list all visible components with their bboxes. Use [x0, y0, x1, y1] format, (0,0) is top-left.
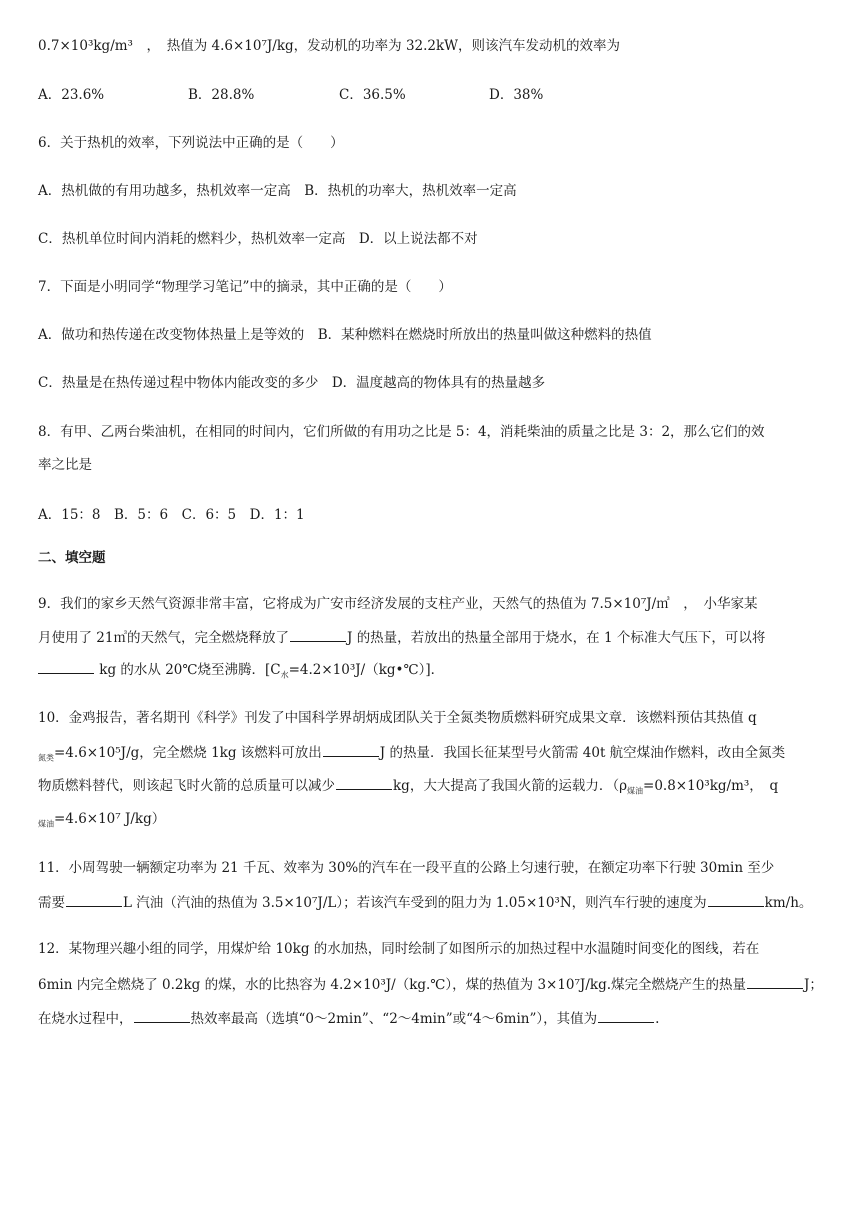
q10-subscript-kerosene-1: 煤油 — [627, 786, 644, 796]
q5-option-b: B．28.8% — [188, 87, 255, 103]
q9-answer-blank-1[interactable] — [290, 627, 346, 642]
q10-subscript-nitrogen: 氮类 — [38, 753, 54, 763]
q9-subscript-water: 水 — [280, 670, 289, 680]
q7-options-cd: C．热量是在热传递过程中物体内能改变的多少 D．温度越高的物体具有的热量越多 — [38, 375, 546, 391]
q5-continuation: 0.7×10³kg/m³ ， 热值为 4.6×10⁷J/kg，发动机的功率为 32.2kW，则该汽车发动机的效率为 — [38, 38, 621, 54]
q11-answer-blank-2[interactable] — [708, 892, 764, 907]
q12-answer-blank-1[interactable] — [747, 974, 803, 989]
q10-answer-blank-2[interactable] — [336, 775, 392, 790]
q11-line2 — [38, 892, 812, 912]
q9-line2-text-a: 月使用了 21㎥的天然气，完全燃烧释放了 — [38, 630, 289, 646]
q5-option-a: A．23.6% — [38, 87, 105, 103]
q11-line2-text-b: L 汽油（汽油的热值为 3.5×10⁷J/L）；若该汽车受到的阻力为 1.05×10³N，则汽车行驶的速度为 — [123, 895, 707, 911]
q6-options-ab: A．热机做的有用功越多，热机效率一定高 B．热机的功率大，热机效率一定高 — [38, 183, 517, 199]
q8-options: A．15：8 B．5：6 C．6：5 D．1：1 — [38, 507, 305, 523]
q11-line1: 11．小周驾驶一辆额定功率为 21 千瓦、效率为 30%的汽车在一段平直的公路上匀速行驶，在额定功率下行驶 30min 至少 — [38, 860, 775, 876]
q10-answer-blank-1[interactable] — [323, 742, 379, 757]
q7-options-ab: A．做功和热传递在改变物体热量上是等效的 B．某种燃料在燃烧时所放出的热量叫做这种燃料的热值 — [38, 327, 652, 343]
q6-stem: 6．关于热机的效率，下列说法中正确的是（ ） — [38, 135, 344, 151]
q11-line2-text-a: 需要 — [38, 895, 65, 911]
q9-line2-text-b: J 的热量，若放出的热量全部用于烧水，在 1 个标准大气压下，可以将 — [346, 630, 766, 646]
q10-subscript-kerosene-2: 煤油 — [38, 819, 54, 829]
q9-line1: 9．我们的家乡天然气资源非常丰富，它将成为广安市经济发展的支柱产业，天然气的热值为 7.5×10⁷J/㎥ ， 小华家某 — [38, 596, 758, 612]
q5-option-d: D．38% — [489, 87, 544, 103]
q12-answer-blank-2[interactable] — [134, 1008, 190, 1023]
q10-line3-text-a: 物质燃料替代，则该起飞时火箭的总质量可以减少 — [38, 778, 335, 794]
q9-line2 — [38, 627, 765, 647]
q10-line3-text-c: =0.8×10³kg/m³， q — [643, 778, 779, 794]
q12-line2-text-a: 6min 内完全燃烧了 0.2kg 的煤，水的比热容为 4.2×10³J/（kg.℃），煤的热值为 3×10⁷J/kg.煤完全燃烧产生的热量 — [38, 977, 747, 993]
q10-line3-text-b: kg，大大提高了我国火箭的运载力．（ρ — [393, 778, 628, 794]
q12-line3-text-c: . — [655, 1011, 660, 1027]
q5-option-c: C．36.5% — [339, 87, 406, 103]
q9-line3-text-a: kg 的水从 20℃烧至沸腾．[C — [99, 662, 281, 678]
q10-line3 — [38, 775, 778, 795]
q10-line2 — [38, 742, 785, 762]
q12-line2 — [38, 974, 823, 994]
q10-line4 — [38, 810, 165, 828]
q12-line3-text-a: 在烧水过程中， — [38, 1011, 133, 1027]
q11-line2-text-c: km/h。 — [764, 895, 813, 911]
q9-line3-text-b: =4.2×10³J/（kg•℃）]． — [288, 662, 445, 678]
q12-line3 — [38, 1008, 659, 1028]
q10-line2-text-b: J 的热量．我国长征某型号火箭需 40t 航空煤油作燃料，改由全氮类 — [379, 745, 786, 761]
q8-stem-line1: 8．有甲、乙两台柴油机，在相同的时间内，它们所做的有用功之比是 5：4，消耗柴油的质量之比是 3：2，那么它们的效 — [38, 424, 765, 440]
q6-options-cd: C．热机单位时间内消耗的燃料少，热机效率一定高 D．以上说法都不对 — [38, 231, 478, 247]
q12-answer-blank-3[interactable] — [598, 1008, 654, 1023]
q12-line3-text-b: 热效率最高（选填“0～2min”、“2～4min”或“4～6min”），其值为 — [190, 1011, 598, 1027]
q11-answer-blank-1[interactable] — [66, 892, 122, 907]
q12-line1: 12．某物理兴趣小组的同学，用煤炉给 10kg 的水加热，同时绘制了如图所示的加热过程中水温随时间变化的图线，若在 — [38, 941, 760, 957]
q7-stem: 7．下面是小明同学“物理学习笔记”中的摘录，其中正确的是（ ） — [38, 279, 452, 295]
q12-line2-text-b: J； — [804, 977, 823, 993]
q10-line1: 10．金鸡报告，著名期刊《科学》刊发了中国科学界胡炳成团队关于全氮类物质燃料研究成果文章．该燃料预估其热值 q — [38, 710, 757, 726]
q10-line4-text: =4.6×10⁷ J/kg） — [54, 811, 166, 827]
q10-line2-text-a: =4.6×10⁵J/g，完全燃烧 1kg 该燃料可放出 — [54, 745, 322, 761]
q9-line3 — [38, 659, 444, 679]
q9-answer-blank-2[interactable] — [38, 659, 94, 674]
q8-stem-line2: 率之比是 — [38, 457, 92, 473]
section-title-fill-in: 二、填空题 — [38, 550, 106, 566]
